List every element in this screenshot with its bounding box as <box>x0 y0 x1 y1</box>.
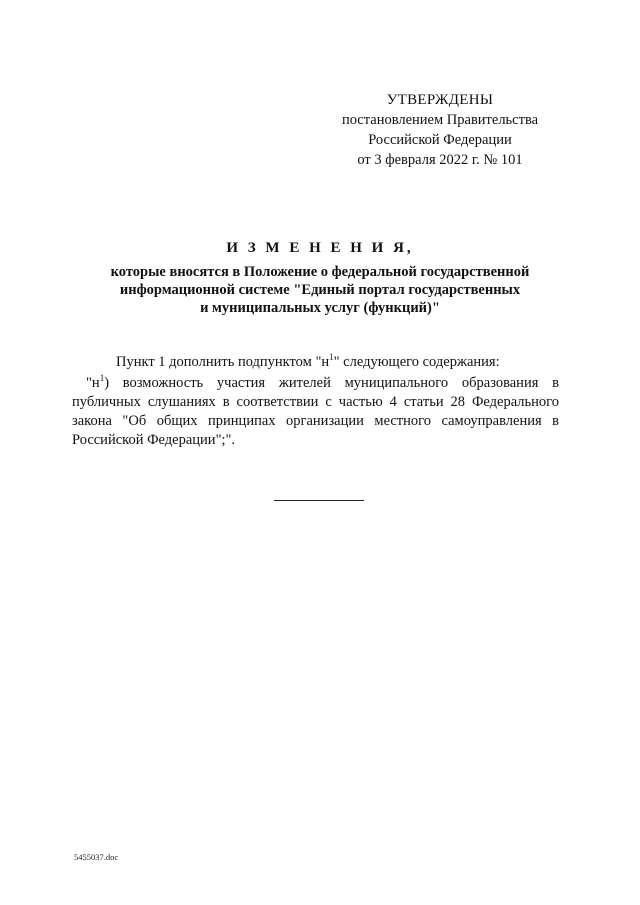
approval-line-1: постановлением Правительства <box>341 112 539 128</box>
title-sub-line-3: и муниципальных услуг (функций)" <box>200 300 440 316</box>
document-file-code: 5455037.doc <box>74 852 119 862</box>
title-sub-line-1: которые вносятся в Положение о федеральной государственной <box>110 264 530 280</box>
paragraph-2-text-b: ) возможность участия жителей муниципального образования в публичных слушаниях в соответствии с частью 4 статьи 28 Федерального закона "Об общих принципах организации местного самоуправления в Российской Федерации";". <box>72 375 559 448</box>
paragraph-1-superscript: 1 <box>329 352 334 363</box>
document-title <box>60 238 580 317</box>
paragraph-2-text-a: "н <box>86 375 100 391</box>
approval-line-2: Российской Федерации <box>368 132 512 148</box>
title-main: И З М Е Н Е Н И Я, <box>226 240 414 256</box>
paragraph-1-text-b: " следующего содержания: <box>333 354 500 370</box>
paragraph-2-superscript: 1 <box>99 373 105 384</box>
paragraph-2 <box>72 374 559 450</box>
approval-line-3: от 3 февраля 2022 г. № 101 <box>357 152 523 168</box>
section-divider <box>274 500 364 501</box>
title-sub-line-2: информационной системе "Единый портал государственных <box>119 282 521 298</box>
paragraph-1-text-a: Пункт 1 дополнить подпунктом "н <box>116 354 330 370</box>
approval-heading: УТВЕРЖДЕНЫ <box>386 92 494 108</box>
approval-stamp <box>320 90 560 170</box>
document-body <box>72 353 559 450</box>
paragraph-1 <box>72 353 559 372</box>
